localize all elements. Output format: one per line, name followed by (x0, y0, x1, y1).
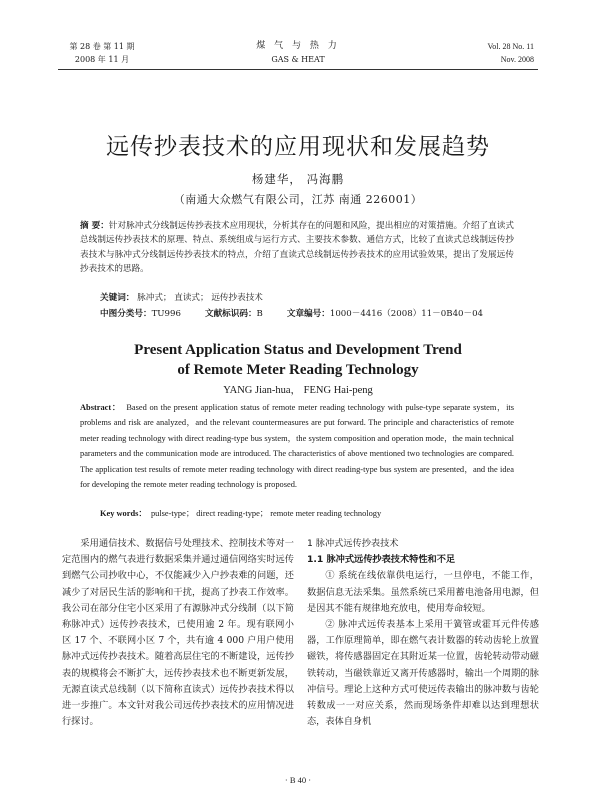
authors-en: YANG Jian-hua， FENG Hai-peng (223, 385, 373, 396)
body-right-column (307, 536, 539, 730)
abstract-cn-text: 针对脉冲式分线制远传抄表技术应用现状，分析其存在的问题和风险，提出相应的对策措施。介绍了直读式总线制远传抄表技术的原理、特点、系统组成与运行方式、主要技术参数、通信方式，比较了直读式总线制远传抄表技术与脉冲式分线制远传抄表技术的特点，介绍了直读式总线制远传抄表技术的应用试验效果，提出了发展远传抄表技术的思路。 (80, 221, 514, 274)
abstract-cn-label: 摘 要： (80, 221, 109, 231)
page-number: · B 40 · (284, 775, 312, 785)
abstract-en-text: Based on the present application status of remote meter reading technology with pulse-type separate system，its problems and risk are analyzed，and the relevant countermeasures are put forward. The principle and characteristics of remote meter reading technology with direct reading-type bus system，the system composition and operation mode，the main technical parameters and the communication mode are introduced. The characteristics of above mentioned two technologies are compared. The application test results of remote meter reading technology with direct reading-type bus system are presented，and the idea for developing the remote meter reading technology is proposed. (80, 403, 514, 490)
affiliation-cn: （南通大众燃气有限公司，江苏 南通 226001） (173, 193, 423, 206)
body-left-column (62, 536, 294, 730)
paper-title-cn: 远传抄表技术的应用现状和发展趋势 (106, 134, 490, 160)
keywords-en-text: pulse-type； direct reading-type； remote meter reading technology (150, 509, 382, 518)
journal-issue-info-en (488, 40, 534, 66)
doc-code-value: B (256, 309, 263, 319)
abstract-en (80, 400, 514, 492)
abstract-en-label: Abstract： (80, 403, 121, 412)
issue-date-cn: 2008 年 11 月 (74, 55, 130, 64)
paper-title-en-line2: of Remote Meter Reading Technology (177, 362, 419, 378)
article-number-label: 文章编号： (286, 309, 330, 319)
keywords-en-label: Key words： (100, 509, 147, 518)
header-divider (58, 69, 538, 70)
clc-value: TU996 (151, 309, 181, 319)
clc-label: 中图分类号： (100, 309, 152, 319)
volume-issue-en: Vol. 28 No. 11 (487, 42, 534, 51)
section-heading: 1 脉冲式远传抄表技术 (307, 538, 399, 549)
journal-issue-info (62, 40, 142, 66)
paragraph-1: ① 系统在线依靠供电运行，一旦停电，不能工作，数据信息无法采集。虽然系统已采用蓄电池备用电源，但是因其不能有规律地充放电，使用寿命较短。 (307, 570, 539, 614)
keywords-cn-text: 脉冲式； 直读式； 远传抄表技术 (137, 293, 263, 303)
volume-issue: 第 28 卷 第 11 期 (69, 42, 135, 51)
keywords-cn (100, 291, 263, 303)
subsection-heading: 1.1 脉冲式远传抄表技术特性和不足 (307, 554, 456, 566)
keywords-en (100, 507, 381, 519)
doc-code-label: 文献标识码： (204, 309, 257, 319)
authors-cn: 杨建华， 冯海鹏 (251, 172, 345, 186)
journal-name-en: GAS & HEAT (271, 55, 325, 64)
paper-title-en-line1: Present Application Status and Development Trend (134, 342, 462, 358)
article-number-value: 1000－4416（2008）11－0B40－04 (329, 309, 484, 319)
paragraph-2: ② 脉冲式远传表基本上采用干簧管或霍耳元件传感器，工作原理简单，即在燃气表计数器的转动齿轮上放置磁铁，将传感器固定在其附近某一位置，齿轮转动带动磁铁转动，当磁铁靠近又离开传感器时，输出一个周期的脉冲信号。理论上这种方式可使远传表输出的脉冲数与齿轮转数成一一对应关系，然而现场条件却难以达到理想状态，表体自身机 (307, 619, 539, 728)
abstract-cn (80, 219, 514, 276)
journal-name-cn: 煤 气 与 热 力 (256, 41, 340, 51)
paper-title-en (58, 340, 538, 380)
issue-date-en: Nov. 2008 (500, 55, 534, 64)
intro-paragraph: 采用通信技术、数据信号处理技术、控制技术等对一定范围内的燃气表进行数据采集并通过通信网络实时远传到燃气公司抄收中心，不仅能减少入户抄表难的问题，还减少了对居民生活的影响和干扰，提高了抄表工作效率。我公司在部分住宅小区采用了有源脉冲式分线制（以下简称脉冲式）远传抄表技术，已使用逾 2 年。现有联网小区 17 个、不联网小区 7 个，共有逾 4 000 户用户使用脉冲式远传抄表技术。随着高层住宅的不断建设，远传抄表的规模将会不断扩大，远传抄表技术也不断更新发展，无源直读式总线制（以下简称直读式）远传抄表技术得以进一步推广。本文针对我公司远传抄表技术的应用情况进行探讨。 (62, 538, 294, 728)
keywords-cn-label: 关键词： (100, 293, 135, 303)
journal-name (248, 40, 348, 66)
classification-row (100, 307, 483, 319)
